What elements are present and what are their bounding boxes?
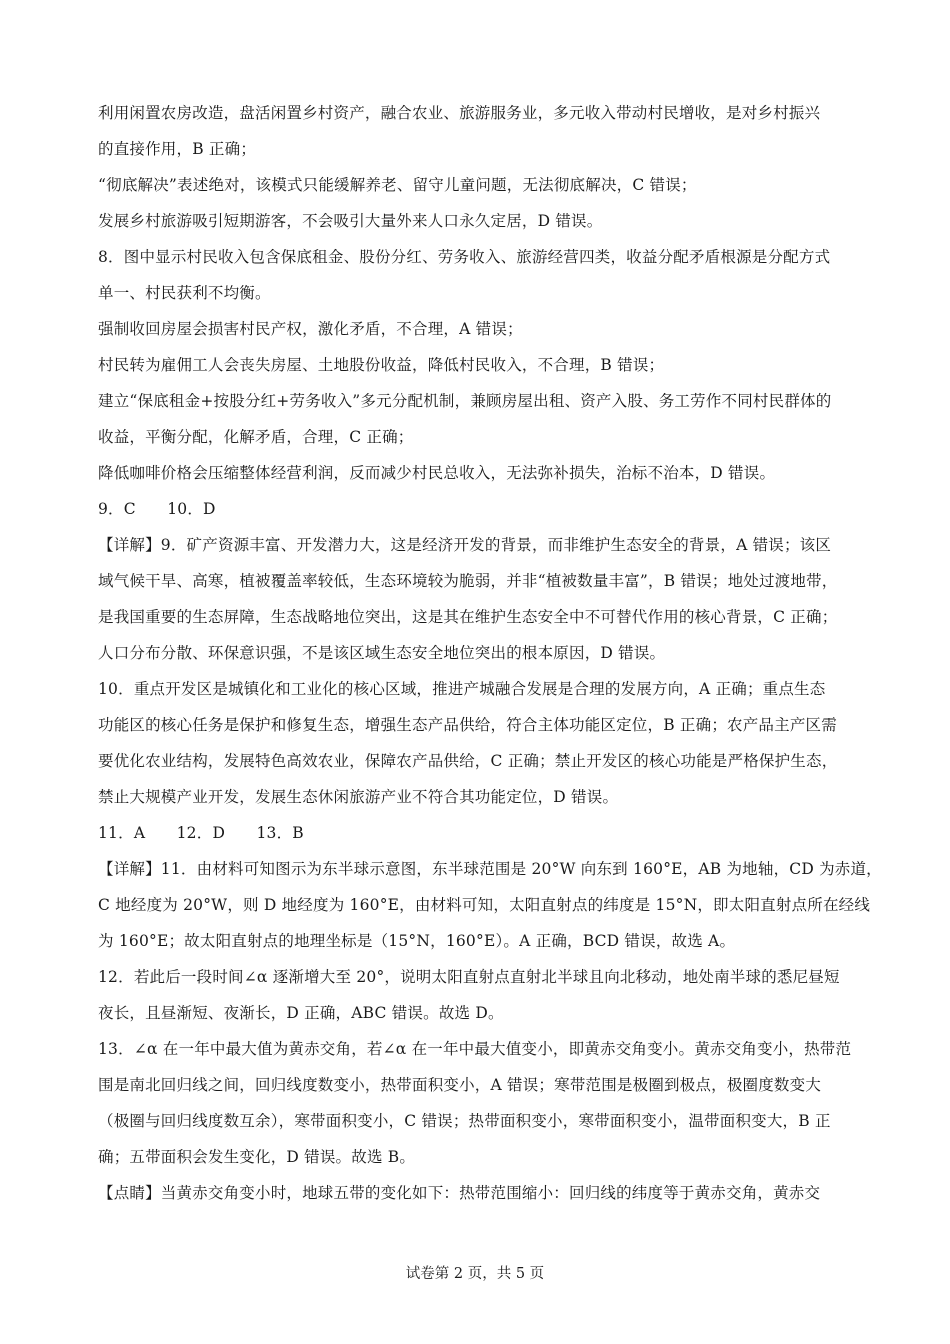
text-line: 人口分布分散、环保意识强，不是该区域生态安全地位突出的根本原因，D 错误。 — [98, 644, 666, 662]
text-line: 功能区的核心任务是保护和修复生态，增强生态产品供给，符合主体功能区定位，B 正确；农产品主产区需 — [98, 716, 837, 734]
text-line: 夜长，且昼渐短、夜渐长，D 正确，ABC 错误。故选 D。 — [98, 1004, 504, 1022]
text-line: 确；五带面积会发生变化，D 错误。故选 B。 — [98, 1148, 416, 1166]
text-line: 为 160°E；故太阳直射点的地理坐标是（15°N，160°E）。A 正确，BCD 错误，故选 A。 — [98, 932, 736, 950]
text-line: 发展乡村旅游吸引短期游客，不会吸引大量外来人口永久定居，D 错误。 — [98, 212, 603, 230]
text-line: 禁止大规模产业开发，发展生态休闲旅游产业不符合其功能定位，D 错误。 — [98, 788, 619, 806]
text-line: 【详解】9．矿产资源丰富、开发潜力大，这是经济开发的背景，而非维护生态安全的背景，A 错误；该区 — [98, 536, 832, 554]
text-line: 村民转为雇佣工人会丧失房屋、土地股份收益，降低村民收入，不合理，B 错误； — [98, 356, 665, 374]
page-footer: 试卷第 2 页，共 5 页 — [405, 1266, 545, 1282]
text-line: 的直接作用，B 正确； — [98, 140, 257, 158]
text-line: 8．图中显示村民收入包含保底租金、股份分红、劳务收入、旅游经营四类，收益分配矛盾根源是分配方式 — [98, 248, 831, 266]
text-line: 是我国重要的生态屏障，生态战略地位突出，这是其在维护生态安全中不可替代作用的核心背景，C 正确； — [98, 608, 838, 626]
text-line: 12．若此后一段时间∠α 逐渐增大至 20°，说明太阳直射点直射北半球且向北移动，地处南半球的悉尼昼短 — [98, 968, 840, 986]
document-body — [98, 95, 882, 1211]
text-line: 单一、村民获利不均衡。 — [98, 284, 271, 302]
text-line: C 地经度为 20°W，则 D 地经度为 160°E，由材料可知，太阳直射点的纬度是 15°N，即太阳直射点所在经线 — [98, 896, 871, 914]
text-line: （极圈与回归线度数互余），寒带面积变小，C 错误；热带面积变小，寒带面积变小，温带面积变大，B 正 — [98, 1112, 831, 1130]
text-line: 收益，平衡分配，化解矛盾，合理，C 正确； — [98, 428, 414, 446]
text-line: 【点睛】当黄赤交角变小时，地球五带的变化如下：热带范围缩小：回归线的纬度等于黄赤交角，黄赤交 — [98, 1184, 821, 1202]
text-line: 域气候干旱、高寒，植被覆盖率较低，生态环境较为脆弱，并非“植被数量丰富”，B 错误；地处过渡地带， — [98, 572, 838, 590]
text-line: 要优化农业结构，发展特色高效农业，保障农产品供给，C 正确；禁止开发区的核心功能是严格保护生态， — [98, 752, 838, 770]
answer-line: 11．A 12．D 13．B — [98, 824, 304, 842]
text-line: “彻底解决”表述绝对，该模式只能缓解养老、留守儿童问题，无法彻底解决，C 错误； — [98, 176, 697, 194]
answer-line: 9．C 10．D — [98, 500, 216, 518]
text-line: 强制收回房屋会损害村民产权，激化矛盾，不合理，A 错误； — [98, 320, 523, 338]
text-line: 建立“保底租金+按股分红+劳务收入”多元分配机制，兼顾房屋出租、资产入股、务工劳作不同村民群体的 — [98, 392, 832, 410]
text-line: 10．重点开发区是城镇化和工业化的核心区域，推进产城融合发展是合理的发展方向，A 正确；重点生态 — [98, 680, 826, 698]
text-line: 围是南北回归线之间，回归线度数变小，热带面积变小，A 错误；寒带范围是极圈到极点，极圈度数变大 — [98, 1076, 822, 1094]
text-line: 13．∠α 在一年中最大值为黄赤交角，若∠α 在一年中最大值变小，即黄赤交角变小。黄赤交角变小，热带范 — [98, 1040, 852, 1058]
text-line: 利用闲置农房改造，盘活闲置乡村资产，融合农业、旅游服务业，多元收入带动村民增收，是对乡村振兴 — [98, 104, 821, 122]
text-line: 降低咖啡价格会压缩整体经营利润，反而减少村民总收入，无法弥补损失，治标不治本，D 错误。 — [98, 464, 776, 482]
text-line: 【详解】11．由材料可知图示为东半球示意图，东半球范围是 20°W 向东到 160°E，AB 为地轴，CD 为赤道， — [98, 860, 882, 878]
